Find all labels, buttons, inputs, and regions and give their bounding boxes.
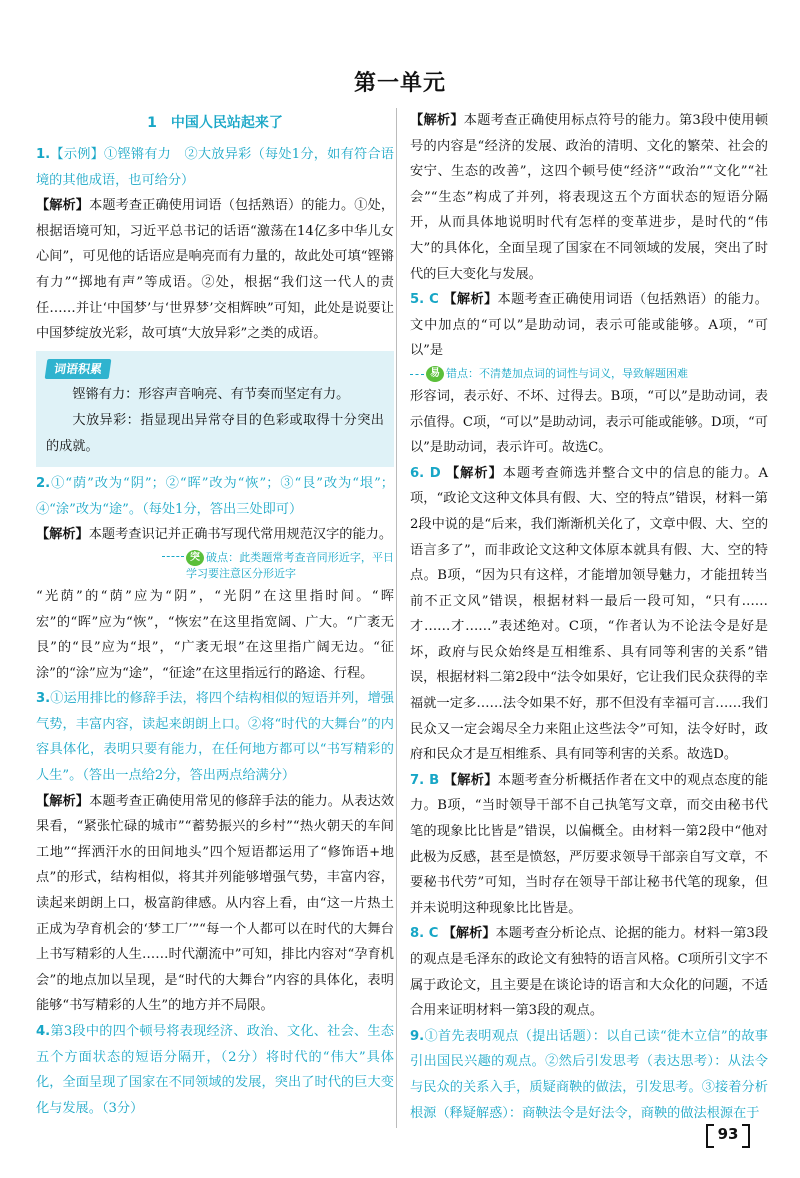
q2-analysis-continued: “光荫”的“荫”应为“阴”，“光阴”在这里指时间。“晖宏”的“晖”应为“恢”，“恢宏”在这里指宽阔、广大。“广袤无艮”的“艮”应为“垠”，“广袤无垠”在这里指广阔无边。“征涂”的“涂”应为“途”，“征途”在这里指远行的路途、行程。 (36, 588, 394, 681)
q9-number: 9. (410, 1028, 425, 1044)
breakthrough-icon: 突 (186, 550, 204, 566)
q4-answer-text: 第3段中的四个顿号将表现经济、政治、文化、社会、生态五个方面状态的短语分隔开，（2分）将时代的“伟大”具体化，全面呈现了国家在不同领域的发展，突出了时代的巨大变化与发展。（3分） (36, 1024, 394, 1116)
q8-analysis-text: 本题考查分析论点、论据的能力。材料一第3段的观点是毛泽东的政论文有独特的语言风格。C项所引文字不属于政论文，且主要是在谈论诗的语言和大众化的问题，不适合用来证明材料一第3段的观点。 (410, 926, 769, 1019)
q3-analysis-text: 本题考查正确使用常见的修辞手法的能力。从表达效果看，“紧张忙碌的城市”“蓄势振兴的乡村”“热火朝天的车间工地”“挥洒汗水的田间地头”四个短语都运用了“修饰语+地点”的形式，结构相似，将其并列能够增强气势，丰富内容，读起来朗朗上口，极富韵律感。从内容上看，由“这一片热土正成为孕育机会的‘梦工厂’”“每一个人都可以在时代的大舞台上书写精彩的人生……时代潮流中”可知，排比内容对“孕育机会”的地点加以呈现，是“时代的大舞台”内容的具体化，表明能够“书写精彩的人生”的地方并不局限。 (36, 793, 395, 1014)
q8-number: 8. C (410, 926, 439, 942)
vocabulary-entry: 大放异彩：指显现出异常夺目的色彩或取得十分突出的成就。 (46, 412, 384, 454)
q1-number: 1. (36, 147, 51, 162)
analysis-tag: 【解析】 (36, 198, 90, 214)
q2-number: 2. (36, 476, 51, 492)
q1-analysis-text: 本题考查正确使用词语（包括熟语）的能力。①处，根据语境可知，习近平总书记的话语“激荡在14亿多中华儿女心间”，可见他的话语应是响亮而有力量的，故此处可填“铿锵有力”“掷地有声”等成语。②处，根据“我们这一代人的责任……并让‘中国梦’与‘世界梦’交相辉映”可知，此处是说要让中国梦绽放光彩，故可填“大放异彩”之类的成语。 (36, 198, 395, 342)
analysis-tag: 【解析】 (443, 772, 498, 788)
analysis-tag: 【解析】 (36, 527, 89, 543)
q4-answer (36, 1019, 394, 1121)
q5-analysis-text: 本题考查正确使用词语（包括熟语）的能力。文中加点的“可以”是助动词，表示可能或能够。A项，“可以”是 (410, 292, 768, 359)
right-column (410, 108, 768, 1126)
q4-number: 4. (36, 1024, 51, 1039)
lesson-title: 1 中国人民站起来了 (147, 115, 283, 131)
q3-answer (36, 686, 394, 788)
q1-answer (36, 142, 394, 193)
q5-analysis-continued: 形容词，表示好、不坏、过得去。B项，“可以”是助动词，表示值得。C项，“可以”是助动词，表示可能或能够。D项，“可以”是助动词，表示许可。故选C。 (410, 388, 768, 456)
page-number: 93 (706, 1122, 750, 1146)
left-column (36, 108, 394, 1121)
q6-number: 6. D (410, 465, 441, 481)
q3-number: 3. (36, 691, 51, 707)
q7-number: 7. B (410, 772, 440, 788)
q6-analysis-text: 本题考查筛选并整合文中的信息的能力。A项，“政论文这种文体具有假、大、空的特点”错误，材料一第2段中说的是“后来，我们渐渐机关化了，文章中假、大、空的语言多了”，而非政论文这种文体原本就具有假、大、空的特点。B项，“因为只有这样，才能增加领导魅力，才能扭转当前不正文风”错误，根据材料一最后一段可知，“只有……才……才……”表述绝对。C项，“作者认为不论法令是好是坏，政府与民众始终是互相维系、具有同等利害的关系”错误，根据材料二第2段中“法令如果好，它让我们民众获得的幸福就一定多……法令如果不好，那不但没有幸福可言……我们民众又一定会竭尽全力来阻止这些法令”可知，法令好时，政府和民众才是互相维系、具有同等利害的关系。故选D。 (410, 465, 769, 763)
q2-answer-text: ①“荫”改为“阴”；②“晖”改为“恢”；③“艮”改为“垠”；④“涂”改为“途”。（每处1分，答出三处即可） (36, 476, 394, 517)
q9-answer-text: ①首先表明观点（提出话题）：以自己读“徙木立信”的故事引出国民兴趣的观点。②然后引发思考（表达思考）：从法令与民众的关系入手，质疑商鞅的做法，引发思考。③接着分析根源（释疑解惑）：商鞅法令是好法令，商鞅的做法根源在于 (410, 1028, 768, 1121)
q2-tip-text: 破点：此类题常考查音同形近字，平日学习要注意区分形近字 (186, 550, 394, 580)
q2-answer (36, 471, 394, 522)
vocabulary-entry: 铿锵有力：形容声音响亮、有节奏而坚定有力。 (72, 387, 350, 403)
analysis-tag: 【解析】 (36, 793, 90, 809)
q7-analysis-text: 本题考查分析概括作者在文中的观点态度的能力。B项，“当时领导干部不自己执笔写文章，而交由秘书代笔的现象比比皆是”错误，以偏概全。由材料一第2段中“他对此极为反感，甚至是愤怒，严厉要求领导干部亲自写文章，不要秘书代劳”可知，当时存在领导干部让秘书代笔的现象，但并未说明这种现象比比皆是。 (410, 772, 768, 916)
analysis-tag: 【解析】 (442, 926, 496, 942)
q4-analysis-text: 本题考查正确使用标点符号的能力。第3段中使用顿号的内容是“经济的发展、政治的清明、文化的繁荣、社会的安宁、生态的改善”，这四个顿号使“经济”“政治”“文化”“社会”“生态”构成了并列，将表现这五个方面状态的短语分隔开，从而具体地说明时代有怎样的变革进步，是时代的“伟大”的具体化，全面呈现了国家在不同领域的发展，突出了时代的巨大变化与发展。 (410, 113, 769, 282)
vocabulary-box-title: 词语积累 (45, 359, 112, 379)
q3-analysis (36, 789, 394, 1019)
q6-analysis (410, 461, 768, 768)
q2-tip (36, 550, 394, 582)
q5-analysis (410, 287, 768, 364)
tip-dash-line (162, 556, 184, 557)
analysis-tag: 【解析】 (445, 465, 503, 481)
analysis-tag: 【解析】 (443, 292, 498, 308)
q4-analysis (410, 108, 768, 287)
q5-tip (410, 364, 768, 384)
q5-tip-text: 错点：不清楚加点词的词性与词义，导致解题困难 (446, 366, 688, 380)
error-prone-icon: 易 (426, 366, 444, 382)
q7-analysis (410, 768, 768, 922)
vocabulary-box (36, 351, 394, 467)
analysis-tag: 【解析】 (410, 113, 464, 128)
unit-title: 第一单元 (353, 71, 446, 96)
q2-analysis-text: 本题考查识记并正确书写现代常用规范汉字的能力。 (88, 527, 393, 543)
q2-analysis (36, 522, 394, 548)
q9-answer (410, 1024, 768, 1126)
q1-analysis (36, 193, 394, 347)
q1-answer-text: 【示例】①铿锵有力 ②大放异彩（每处1分，如有符合语境的其他成语，也可给分） (36, 147, 394, 188)
column-divider (396, 108, 397, 1128)
q3-answer-text: ①运用排比的修辞手法，将四个结构相似的短语并列，增强气势，丰富内容，读起来朗朗上口。②将“时代的大舞台”的内容具体化，表明只要有能力，在任何地方都可以“书写精彩的人生”。（答出一点给2分，答出两点给满分） (36, 691, 394, 784)
q8-analysis (410, 921, 768, 1023)
q5-number: 5. C (410, 292, 439, 308)
tip-dash-line (410, 374, 424, 375)
